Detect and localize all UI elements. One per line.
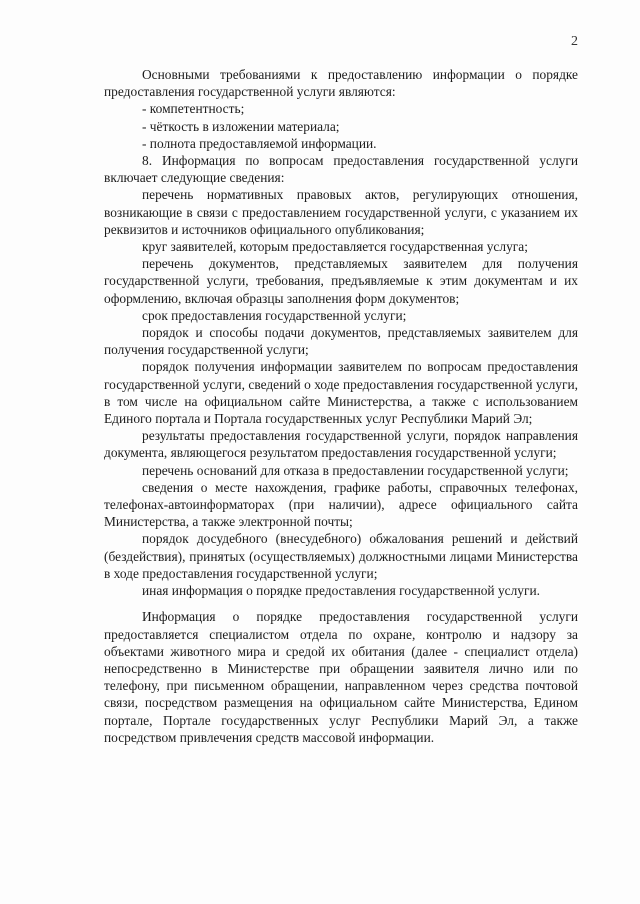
paragraph-item: перечень документов, представляемых заявителем для получения государственной услуги, требования, предъявляемые к этим документам и их оформлению, включая образцы заполнения форм документов;: [104, 256, 578, 306]
paragraph-item: порядок досудебного (внесудебного) обжалования решений и действий (бездействия), принятых (осуществляемых) должностными лицами Министерства в ходе предоставления государственной услуги;: [104, 531, 578, 581]
paragraph-item: круг заявителей, которым предоставляется государственная услуга;: [142, 239, 528, 255]
paragraph-section-8: 8. Информация по вопросам предоставления государственной услуги включает следующие сведения:: [104, 153, 578, 186]
paragraph-item: перечень оснований для отказа в предоставлении государственной услуги;: [142, 462, 569, 478]
list-item: - чёткость в изложении материала;: [142, 118, 340, 134]
page-number: 2: [571, 34, 578, 49]
paragraph-item: результаты предоставления государственной услуги, порядок направления документа, являющегося результатом предоставления государственной услуги;: [104, 428, 578, 461]
paragraph-item: порядок и способы подачи документов, представляемых заявителем для получения государственной услуги;: [104, 325, 578, 358]
list-item: - полнота предоставляемой информации.: [142, 135, 377, 151]
paragraph-item: срок предоставления государственной услуги;: [142, 307, 407, 323]
paragraph-info-provision: Информация о порядке предоставления государственной услуги предоставляется специалистом отдела по охране, контролю и надзору за объектами животного мира и средой их обитания (далее - специалист отдела) непосредственно в Министерстве при обращении заявителя лично или по телефону, при письменном обращении, направленном через средства почтовой связи, посредством размещения на официальном сайте Министерства, Едином портале, Портале государственных услуг Республики Марий Эл, а также посредством привлечения средств массовой информации.: [104, 609, 578, 745]
paragraph-item: иная информация о порядке предоставления государственной услуги.: [142, 583, 540, 599]
paragraph-item: перечень нормативных правовых актов, регулирующих отношения, возникающие в связи с предоставлением государственной услуги, с указанием их реквизитов и источников официального опубликования;: [104, 187, 578, 237]
paragraph-item: сведения о месте нахождения, графике работы, справочных телефонах, телефонах-автоинформаторах (при наличии), адресе официального сайта Министерства, а также электронной почты;: [104, 479, 578, 530]
document-body: [104, 66, 578, 746]
paragraph-item: порядок получения информации заявителем по вопросам предоставления государственной услуги, сведений о ходе предоставления государственной услуги, в том числе на официальном сайте Министерства, а также с использованием Единого портала и Портала государственных услуг Республики Марий Эл;: [104, 359, 578, 427]
list-item: - компетентность;: [142, 101, 245, 117]
paragraph-requirements: Основными требованиями к предоставлению информации о порядке предоставления государственной услуги являются:: [104, 67, 578, 100]
